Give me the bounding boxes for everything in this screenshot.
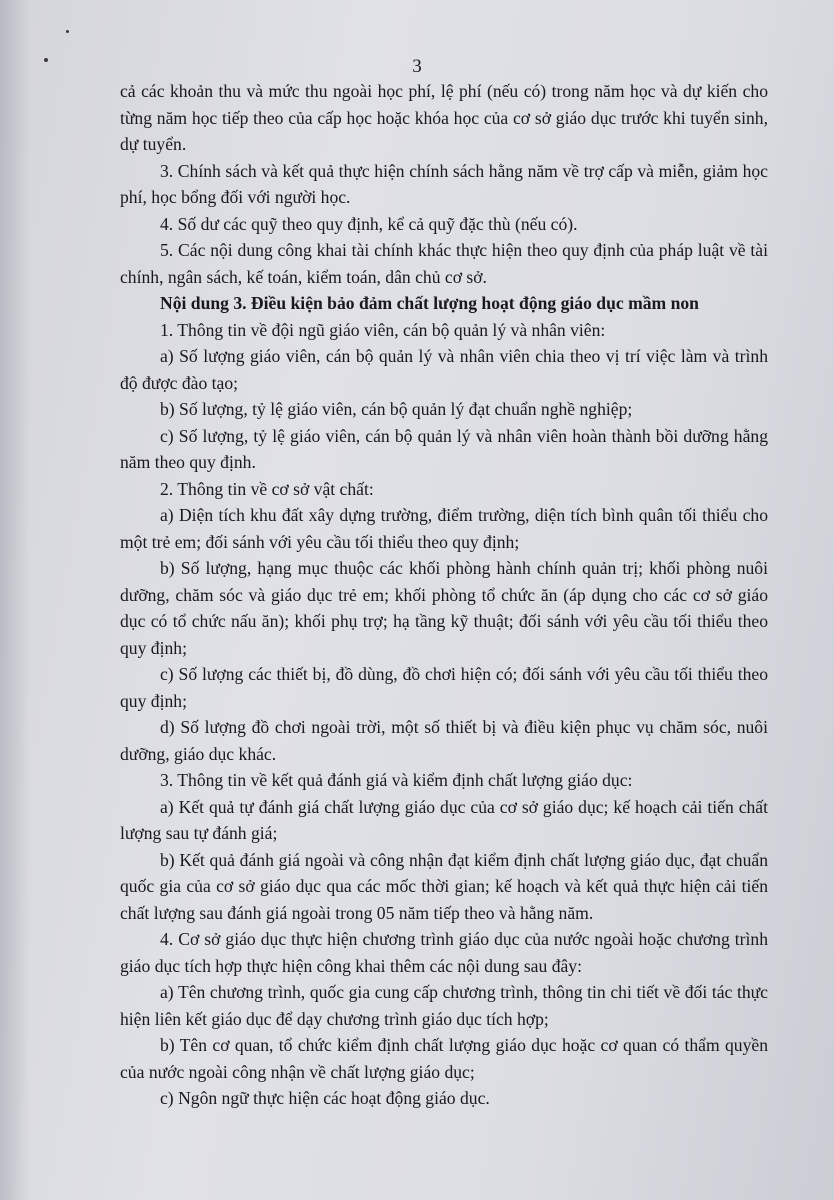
paragraph: 4. Số dư các quỹ theo quy định, kể cả quỹ đặc thù (nếu có). xyxy=(160,213,578,234)
paragraph: b) Tên cơ quan, tổ chức kiểm định chất lượng giáo dục hoặc cơ quan có thẩm quyền của nước ngoài công nhận về chất lượng giáo dục; xyxy=(120,1035,768,1082)
paragraph: c) Số lượng, tỷ lệ giáo viên, cán bộ quản lý và nhân viên hoàn thành bồi dưỡng hằng năm theo quy định. xyxy=(120,425,768,472)
page-number: 3 xyxy=(412,56,422,77)
document-body xyxy=(120,78,768,1112)
paragraph: 3. Chính sách và kết quả thực hiện chính sách hằng năm về trợ cấp và miễn, giảm học phí, học bổng đối với người học. xyxy=(120,160,768,207)
paragraph: b) Số lượng, tỷ lệ giáo viên, cán bộ quản lý đạt chuẩn nghề nghiệp; xyxy=(160,399,633,419)
paragraph: 4. Cơ sở giáo dục thực hiện chương trình giáo dục của nước ngoài hoặc chương trình giáo dục tích hợp thực hiện công khai thêm các nội dung sau đây: xyxy=(120,929,768,976)
paragraph: a) Kết quả tự đánh giá chất lượng giáo dục của cơ sở giáo dục; kế hoạch cải tiến chất lượng sau tự đánh giá; xyxy=(120,796,768,843)
paragraph: 5. Các nội dung công khai tài chính khác thực hiện theo quy định của pháp luật về tài chính, ngân sách, kế toán, kiểm toán, dân chủ cơ sở. xyxy=(120,240,768,287)
paragraph: 1. Thông tin về đội ngũ giáo viên, cán bộ quản lý và nhân viên: xyxy=(160,319,606,340)
paragraph: cả các khoản thu và mức thu ngoài học phí, lệ phí (nếu có) trong năm học và dự kiến cho từng năm học tiếp theo của cấp học hoặc khóa học của cơ sở giáo dục trước khi tuyển sinh, dự tuyển. xyxy=(120,81,768,154)
paragraph: c) Số lượng các thiết bị, đồ dùng, đồ chơi hiện có; đối sánh với yêu cầu tối thiểu theo quy định; xyxy=(120,664,768,711)
paragraph: c) Ngôn ngữ thực hiện các hoạt động giáo dục. xyxy=(160,1088,490,1108)
paragraph: d) Số lượng đồ chơi ngoài trời, một số thiết bị và điều kiện phục vụ chăm sóc, nuôi dưỡng, giáo dục khác. xyxy=(120,717,768,764)
paragraph: a) Tên chương trình, quốc gia cung cấp chương trình, thông tin chi tiết về đối tác thực hiện liên kết giáo dục để dạy chương trình giáo dục tích hợp; xyxy=(120,982,768,1029)
paper-speck xyxy=(66,30,69,33)
paragraph: b) Kết quả đánh giá ngoài và công nhận đạt kiểm định chất lượng giáo dục, đạt chuẩn quốc gia của cơ sở giáo dục qua các mốc thời gian; kế hoạch và kết quả thực hiện cải tiến chất lượng sau đánh giá ngoài trong 05 năm tiếp theo và hằng năm. xyxy=(120,849,768,923)
paragraph: a) Số lượng giáo viên, cán bộ quản lý và nhân viên chia theo vị trí việc làm và trình độ được đào tạo; xyxy=(120,346,768,393)
paragraph: 2. Thông tin về cơ sở vật chất: xyxy=(160,478,374,499)
paragraph: 3. Thông tin về kết quả đánh giá và kiểm định chất lượng giáo dục: xyxy=(160,770,633,790)
page-edge-shadow xyxy=(0,0,30,1200)
section-heading: Nội dung 3. Điều kiện bảo đảm chất lượng hoạt động giáo dục mầm non xyxy=(160,293,699,313)
paragraph: a) Diện tích khu đất xây dựng trường, điểm trường, diện tích bình quân tối thiểu cho một trẻ em; đối sánh với yêu cầu tối thiểu theo quy định; xyxy=(120,505,768,552)
paragraph: b) Số lượng, hạng mục thuộc các khối phòng hành chính quản trị; khối phòng nuôi dưỡng, chăm sóc và giáo dục trẻ em; khối phòng tổ chức ăn (áp dụng cho các cơ sở giáo dục có tổ chức nấu ăn); khối phụ trợ; hạ tầng kỹ thuật; đối sánh với yêu cầu tối thiểu theo quy định; xyxy=(120,558,768,658)
